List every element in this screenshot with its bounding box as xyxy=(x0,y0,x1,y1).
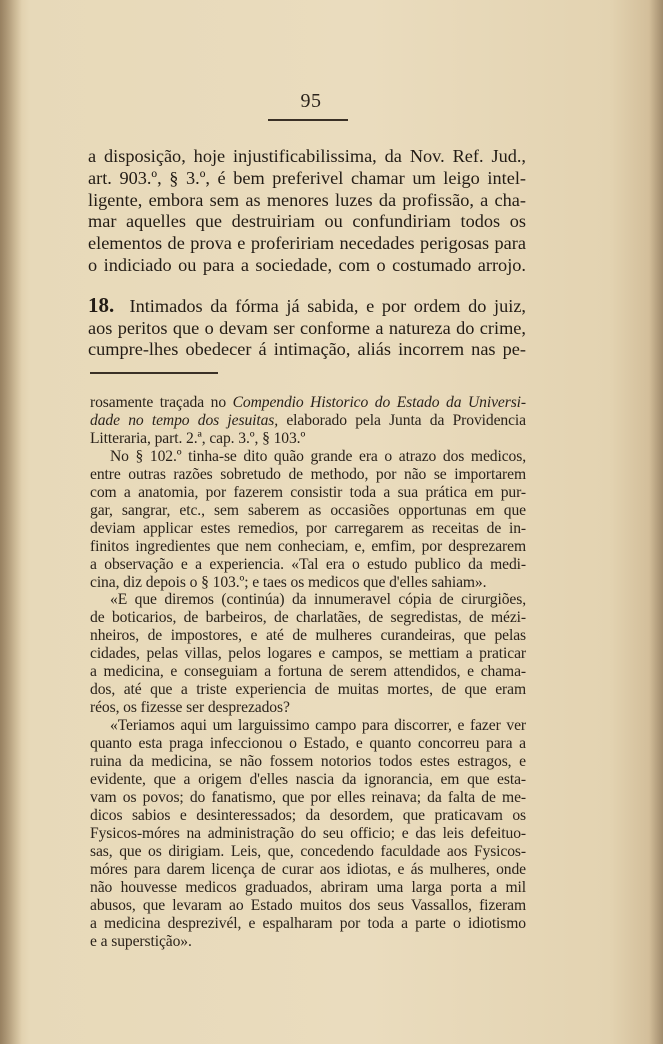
note-line: deviam applicar estes remedios, por carregarem as receitas de in- xyxy=(90,519,526,537)
note-line: dicos sabios e desinteressados; da desordem, que praticavam os xyxy=(90,806,526,824)
note-line: e a superstição». xyxy=(90,932,192,950)
body-line: art. 903.º, § 3.º, é bem preferivel chamar um leigo intel- xyxy=(88,167,526,188)
note-line: cidades, pelas villas, pelos logares e campos, se mettiam a praticar xyxy=(90,645,526,663)
note-line: réos, os fizesse ser desprezados? xyxy=(90,699,290,717)
work-title: Compendio Historico do Estado da Universi- xyxy=(232,394,526,411)
work-title: dade no tempo dos jesuitas, xyxy=(90,411,279,429)
note-line: móres para darem licença de curar aos idiotas, e ás mulheres, onde xyxy=(90,860,526,878)
body-line: ligente, embora sem as menores luzes da profissão, a cha- xyxy=(88,189,526,210)
footnote-rule xyxy=(90,372,218,374)
paragraph-gap xyxy=(88,277,526,295)
note-line: a observação e a experiencia. «Tal era o estudo publico da medi- xyxy=(90,555,526,573)
note-line: finitos ingredientes que nem conheciam, e, emfim, por desprezarem xyxy=(90,537,526,555)
note-line: «Teriamos aqui um larguissimo campo para discorrer, e fazer ver xyxy=(110,717,526,735)
note-line: de boticarios, de barbeiros, de charlatães, de segredistas, de mézi- xyxy=(90,609,526,627)
body-line: elementos de prova e profeririam necedades perigosas para xyxy=(88,233,526,254)
note-line: ruina da medicina, se não fossem notorios todos estes estragos, e xyxy=(90,753,526,771)
footnotes xyxy=(90,394,526,951)
note-line: «E que diremos (continúa) da innumeravel cópia de cirurgiões, xyxy=(110,591,526,609)
note-line: a medicina desprezivél, e espalharam por toda a parte o idiotismo xyxy=(90,914,526,932)
note-line: gar, sangrar, etc., sem saberem as occasiões opportunas em que xyxy=(90,501,526,519)
section-number: 18. xyxy=(88,292,115,317)
note-line: dos, até que a triste experiencia de muitas mortes, de que eram xyxy=(90,681,526,699)
note-line: nheiros, de impostores, e até de mulheres curandeiras, que pelas xyxy=(90,627,526,645)
note-line: Litteraria, part. 2.ª, cap. 3.º, § 103.º xyxy=(90,429,306,447)
note-line: evidente, que a origem d'elles nascia da ignorancia, em que esta- xyxy=(90,771,526,789)
note-line xyxy=(90,412,526,430)
note-line: não houvesse medicos graduados, abriram uma larga porta a mil xyxy=(90,878,526,896)
note-line: a medicina, e conseguiam a fortuna de serem attendidos, e chama- xyxy=(90,663,526,681)
note-line: sas, que os dirigiam. Leis, que, concedendo faculdade aos Fysicos- xyxy=(90,842,526,860)
note-line: cina, diz depois o § 103.º; e taes os medicos que d'elles sahiam». xyxy=(90,573,487,591)
note-line: quanto esta praga infeccionou o Estado, e quanto concorreu para a xyxy=(90,735,526,753)
note-line: No § 102.º tinha-se dito quão grande era o atrazo dos medicos, xyxy=(110,447,526,465)
body-line xyxy=(88,292,527,318)
note-line xyxy=(90,394,526,412)
body-line: mar aquelles que destruiriam ou confundiriam todos os xyxy=(88,211,526,232)
note-line: abusos, que levaram ao Estado muitos dos seus Vassallos, fizeram xyxy=(90,896,526,914)
note-line: Fysicos-móres na administração do seu officio; e das leis defeituo- xyxy=(90,824,526,842)
body-line: o indiciado ou para a sociedade, com o costumado arrojo. xyxy=(88,254,526,275)
header-rule xyxy=(268,119,348,121)
body-text xyxy=(88,146,526,361)
body-line: aos peritos que o devam ser conforme a natureza do crime, xyxy=(88,317,526,338)
note-line: entre outras razões sobretudo de methodo, por não se importarem xyxy=(90,465,526,483)
note-text: elaborado pela Junta da Providencia xyxy=(278,411,526,429)
note-text: rosamente traçada no xyxy=(90,394,233,411)
note-line: com a anatomia, por fazerem consistir toda a sua prática em pur- xyxy=(90,483,526,501)
page-number: 95 xyxy=(300,90,322,112)
note-line: vam os povos; do fanatismo, que por elles reinava; da falta de me- xyxy=(90,788,526,806)
body-line: cumpre-lhes obedecer á intimação, aliás incorrem nas pe- xyxy=(88,339,526,360)
section-text: Intimados da fórma já sabida, e por ordem do juiz, xyxy=(129,295,527,316)
body-line: a disposição, hoje injustificabilissima, da Nov. Ref. Jud., xyxy=(88,146,526,166)
